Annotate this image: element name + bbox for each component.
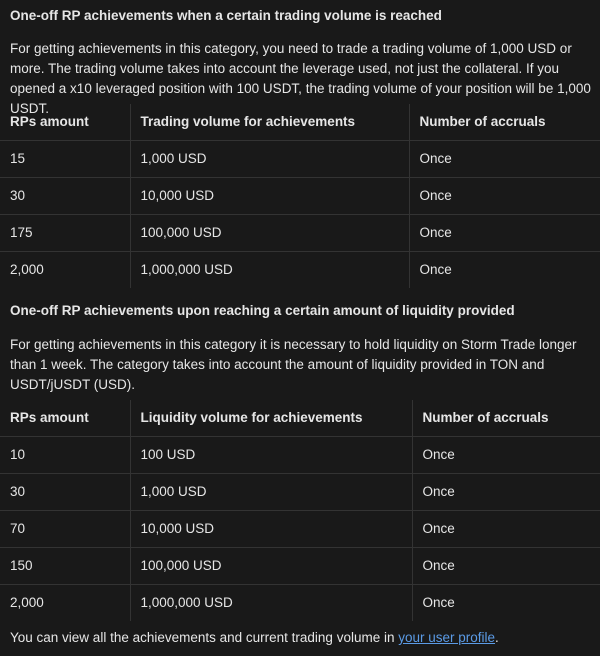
table-row [0,140,600,177]
table-cell: 150 [0,547,130,584]
column-header: RPs amount [0,104,130,140]
table-cell: 70 [0,510,130,547]
footer-end: . [495,630,499,645]
table-cell: 10,000 USD [130,510,412,547]
table-cell: Once [409,140,600,177]
table-row [0,473,600,510]
table-cell: 1,000 USD [130,473,412,510]
trading-volume-table [0,104,600,288]
column-header: Liquidity volume for achievements [130,400,412,436]
section1-paragraph: For getting achievements in this category, you need to trade a trading volume of 1,000 USD or more. The trading volume takes into account the leverage used, not just the collateral. If you opened a x10 leveraged position with 100 USDT, the trading volume of your position will be 1,000 USDT. [10,41,591,116]
section2-title: One-off RP achievements upon reaching a certain amount of liquidity provided [10,303,515,318]
table-cell: 100 USD [130,436,412,473]
table-cell: Once [409,251,600,288]
footer-line [10,628,592,648]
table-cell: 10,000 USD [130,177,409,214]
table-cell: 100,000 USD [130,214,409,251]
table-cell: 30 [0,177,130,214]
table-cell: 10 [0,436,130,473]
table-header-row [0,104,600,140]
table-cell: Once [409,214,600,251]
table-cell: 100,000 USD [130,547,412,584]
table-cell: Once [412,584,600,621]
table-row [0,251,600,288]
table-cell: 1,000 USD [130,140,409,177]
footer-text: You can view all the achievements and current trading volume in [10,630,399,645]
column-header: Number of accruals [412,400,600,436]
section2-paragraph: For getting achievements in this category it is necessary to hold liquidity on Storm Trade longer than 1 week. The category takes into account the amount of liquidity provided in TON and USDT/jUSDT (USD). [10,337,577,392]
table-cell: 30 [0,473,130,510]
table-cell: Once [412,510,600,547]
table-cell: 2,000 [10,262,44,278]
table-cell: 2,000 [10,595,44,611]
table-cell: Once [412,473,600,510]
table-cell: Once [409,177,600,214]
liquidity-volume-table [0,400,600,621]
table-cell: 1,000,000 USD [130,584,412,621]
table-row [0,177,600,214]
table-row [0,510,600,547]
table-cell: 1,000,000 USD [130,251,409,288]
section1-title: One-off RP achievements when a certain trading volume is reached [10,8,442,23]
column-header: Number of accruals [409,104,600,140]
table-row [0,547,600,584]
table-row [0,436,600,473]
table-header-row [0,400,600,436]
column-header: RPs amount [0,400,130,436]
table-cell: 15 [0,140,130,177]
table-cell: 175 [0,214,130,251]
table-row [0,584,600,621]
user-profile-link[interactable]: your user profile [398,630,496,645]
table-row [0,214,600,251]
table-cell: Once [412,547,600,584]
column-header: Trading volume for achievements [130,104,409,140]
table-cell: Once [412,436,600,473]
